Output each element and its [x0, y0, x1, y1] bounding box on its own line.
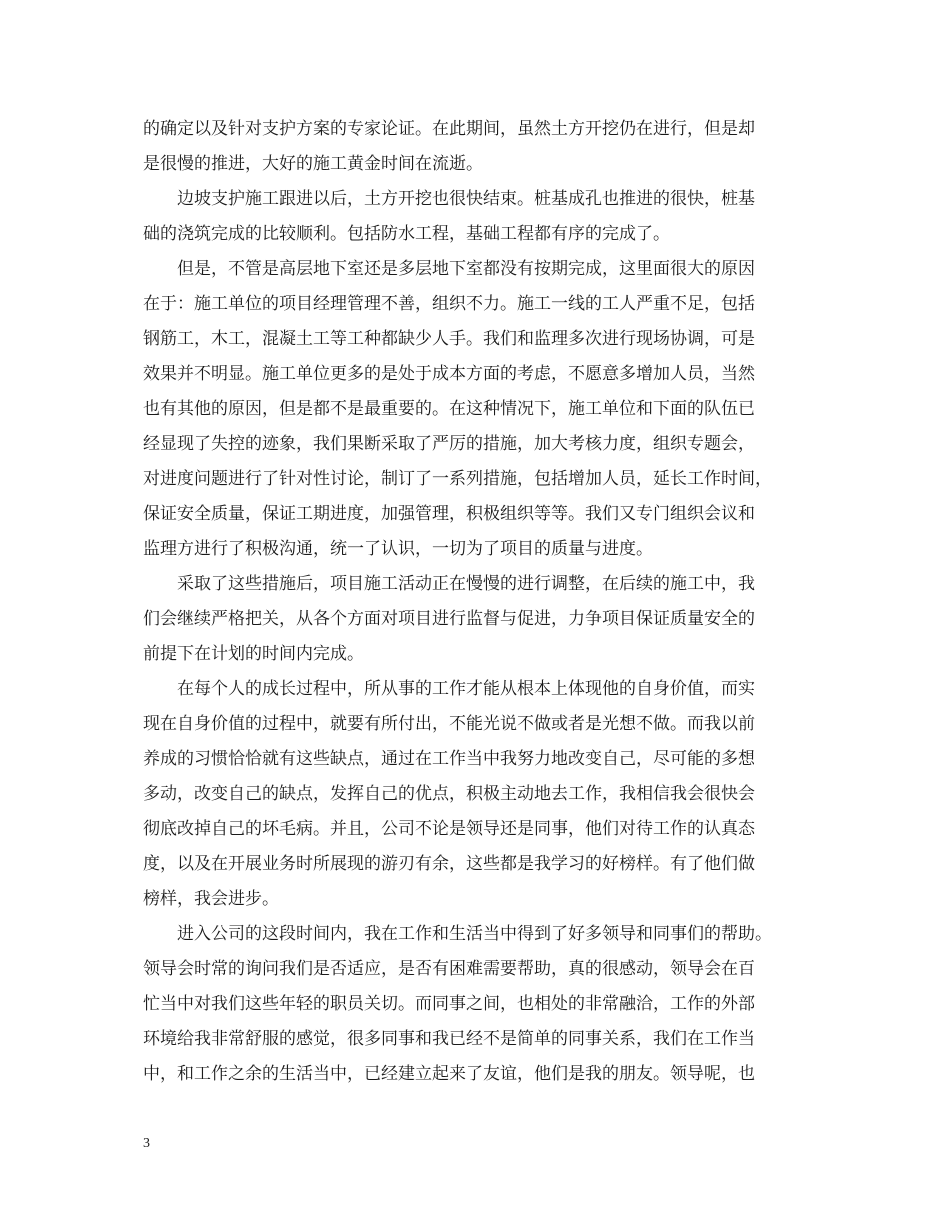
text-line: 多动，改变自己的缺点，发挥自己的优点，积极主动地去工作，我相信我会很快会: [143, 784, 755, 804]
text-line: 领导会时常的询问我们是否适应，是否有困难需要帮助，真的很感动，领导会在百: [143, 959, 755, 979]
text-line: 现在自身价值的过程中，就要有所付出，不能光说不做或者是光想不做。而我以前: [143, 714, 755, 734]
text-line: 度，以及在开展业务时所展现的游刃有余，这些都是我学习的好榜样。有了他们做: [143, 854, 755, 874]
text-line: 榜样，我会进步。: [143, 889, 279, 909]
text-line: 前提下在计划的时间内完成。: [143, 644, 364, 664]
text-line: 也有其他的原因，但是都不是最重要的。在这种情况下，施工单位和下面的队伍已: [143, 399, 755, 419]
text-line: 养成的习惯恰恰就有这些缺点，通过在工作当中我努力地改变自己，尽可能的多想: [143, 749, 755, 769]
text-line: 但是，不管是高层地下室还是多层地下室都没有按期完成，这里面很大的原因: [143, 259, 755, 279]
text-line: 彻底改掉自己的坏毛病。并且，公司不论是领导还是同事，他们对待工作的认真态: [143, 819, 755, 839]
document-body: [143, 112, 823, 1092]
text-line: 进入公司的这段时间内，我在工作和生活当中得到了好多领导和同事们的帮助。: [143, 924, 772, 944]
page-number: 3: [143, 1136, 150, 1151]
text-line: 监理方进行了积极沟通，统一了认识，一切为了项目的质量与进度。: [143, 539, 653, 559]
text-line: 的确定以及针对支护方案的专家论证。在此期间，虽然土方开挖仍在进行，但是却: [143, 119, 755, 139]
text-line: 保证安全质量，保证工期进度，加强管理，积极组织等等。我们又专门组织会议和: [143, 504, 755, 524]
text-line: 在于：施工单位的项目经理管理不善，组织不力。施工一线的工人严重不足，包括: [143, 294, 755, 314]
text-line: 环境给我非常舒服的感觉，很多同事和我已经不是简单的同事关系，我们在工作当: [143, 1029, 755, 1049]
text-line: 在每个人的成长过程中，所从事的工作才能从根本上体现他的自身价值，而实: [143, 679, 755, 699]
text-line: 边坡支护施工跟进以后，土方开挖也很快结束。桩基成孔也推进的很快，桩基: [143, 189, 755, 209]
text-line: 经显现了失控的迹象，我们果断采取了严厉的措施，加大考核力度，组织专题会，: [143, 434, 755, 454]
text-line: 是很慢的推进，大好的施工黄金时间在流逝。: [143, 154, 483, 174]
text-line: 础的浇筑完成的比较顺利。包括防水工程，基础工程都有序的完成了。: [143, 224, 670, 244]
text-line: 对进度问题进行了针对性讨论，制订了一系列措施，包括增加人员，延长工作时间，: [143, 469, 772, 489]
text-line: 中，和工作之余的生活当中，已经建立起来了友谊，他们是我的朋友。领导呢，也: [143, 1064, 755, 1084]
text-line: 采取了这些措施后，项目施工活动正在慢慢的进行调整，在后续的施工中，我: [143, 574, 755, 594]
text-line: 忙当中对我们这些年轻的职员关切。而同事之间，也相处的非常融洽，工作的外部: [143, 994, 755, 1014]
text-line: 钢筋工，木工，混凝土工等工种都缺少人手。我们和监理多次进行现场协调，可是: [143, 329, 755, 349]
text-line: 们会继续严格把关，从各个方面对项目进行监督与促进，力争项目保证质量安全的: [143, 609, 755, 629]
text-line: 效果并不明显。施工单位更多的是处于成本方面的考虑，不愿意多增加人员，当然: [143, 364, 755, 384]
